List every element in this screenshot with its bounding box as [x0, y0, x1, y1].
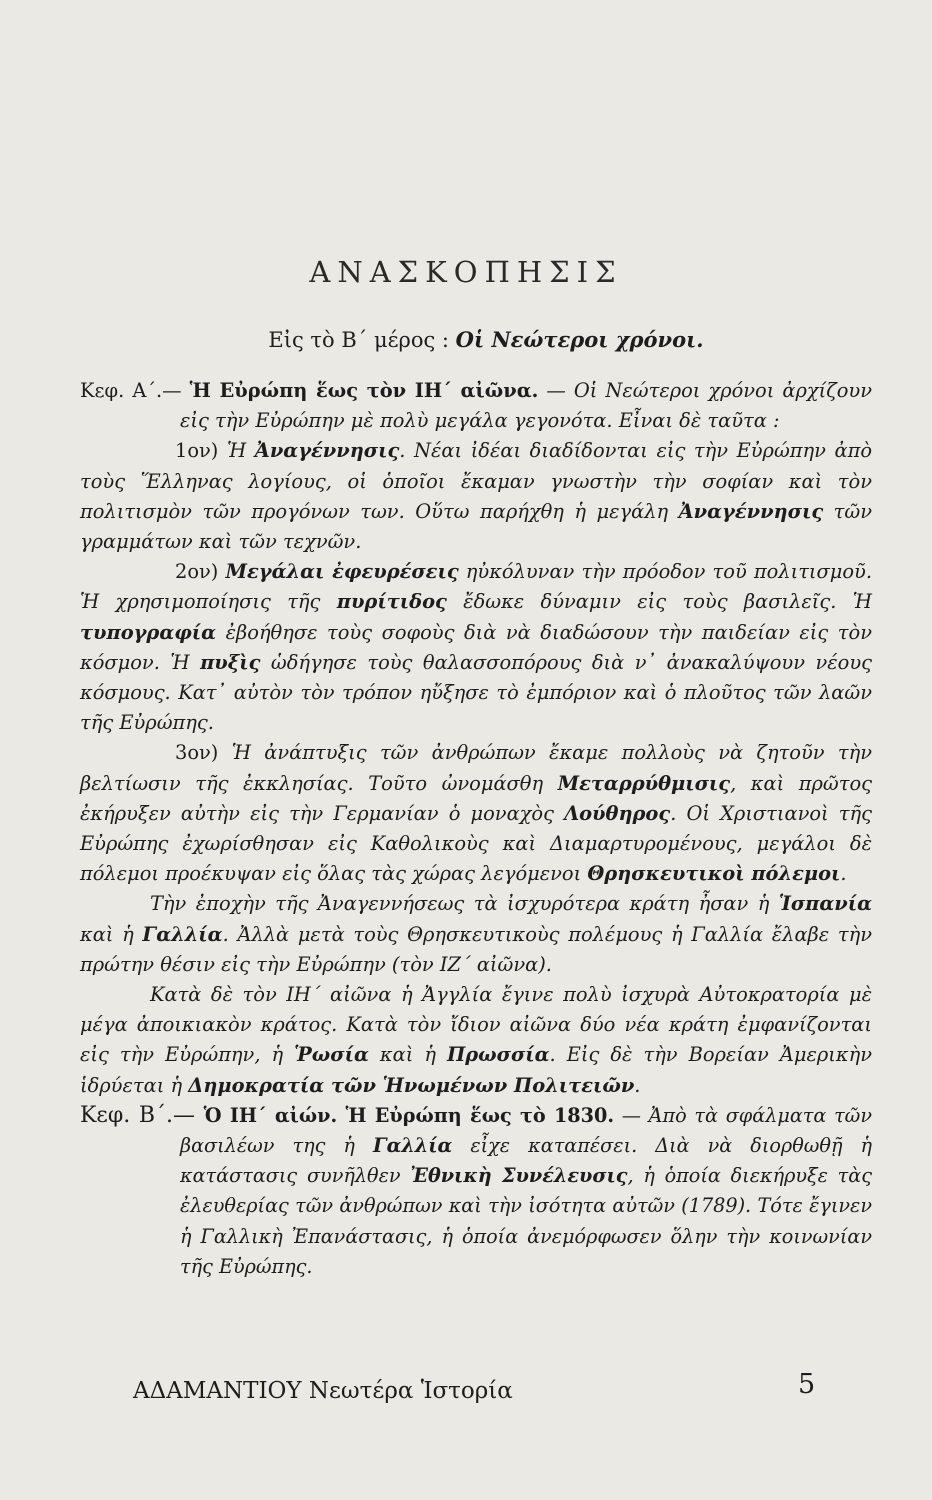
text: , καὶ πρῶτος ἐκήρυξεν αὐτὴν εἰς τὴν Γερμανίαν ὁ μοναχὸς — [80, 771, 872, 825]
bold-term: Ἱσπανία — [778, 892, 872, 916]
chapter-b-heading-2: Ἡ Εὐρώπη ἕως τὸ 1830. — [337, 1103, 615, 1127]
text: , ἡ ὁποία διεκήρυξε τὰς ἐλευθερίας τῶν ἀνθρώπων καὶ τὴν ἰσότητα αὐτῶν (1789). Τότε ἔγινεν ἡ — [180, 1164, 872, 1248]
text: . Εἰς δὲ τὴν Βορείαν Ἀμερικὴν ἱδρύεται ἡ — [80, 1043, 872, 1097]
text: . Ἀλλὰ μετὰ τοὺς Θρησκευτικοὺς πολέμους ἡ Γαλλία ἔλαβε τὴν πρώτην θέσιν εἰς τὴν Εὐρώπην (τὸν ΙΖ΄ αἰῶνα). — [80, 922, 873, 976]
chapter-a-heading: Ἡ Εὐρώπη ἕως τὸν ΙΗ΄ αἰῶνα. — [189, 379, 539, 402]
text: Ἡ ἀνάπτυξις τῶν ἀνθρώπων ἔκαμε πολλοὺς νὰ ζητοῦν τὴν βελτίωσιν τῆς ἐκκλησίας. Τοῦτο ὠνομάσθη — [80, 741, 872, 795]
bold-term: Πρωσσία — [446, 1043, 550, 1067]
chapter-a-intro — [80, 376, 872, 436]
chapter-a-intro-text: — Οἱ Νεώτεροι χρόνοι ἀρχίζουν εἰς τὴν Εὐρώπην μὲ πολὺ μεγάλα γεγονότα. Εἶναι δὲ ταῦτα : — [180, 379, 872, 433]
text: Τὴν ἐποχὴν τῆς Ἀναγεννήσεως τὰ ἰσχυρότερα κράτη ἦσαν ἡ — [150, 892, 779, 916]
text: ἐβοήθησε τοὺς σοφοὺς διὰ νὰ διαδώσουν τὴν παιδείαν εἰς τὸν κόσμον. Ἡ — [80, 620, 872, 674]
bold-term: Ῥωσία — [294, 1043, 369, 1067]
subtitle-prefix: Εἰς τὸ Β΄ μέρος : — [268, 328, 456, 352]
paragraph-inventions — [80, 557, 872, 738]
text: — Ἀπὸ τὰ σφάλματα τῶν βασιλέων της ἡ — [180, 1103, 872, 1158]
bold-term: Μεγάλαι ἐφευρέσεις — [225, 560, 459, 584]
text: ὡδήγησε τοὺς θαλασσοπόρους διὰ ν᾿ ἀνακαλύψουν νέους κόσμους. Κατ᾿ αὐτὸν τὸν τρόπον ηὔξησε τὸ ἐμπόριον καὶ ὁ πλοῦτος τῶν λαῶν τῆς Εὐρώπης. — [80, 650, 873, 735]
bold-term: τυπογραφία — [80, 620, 217, 644]
text: . — [840, 862, 847, 886]
text: . — [634, 1073, 641, 1097]
subtitle — [0, 327, 932, 352]
text: καὶ ἡ — [80, 922, 143, 946]
bold-term: πυρίτιδος — [336, 590, 447, 614]
chapter-b-intro — [80, 1101, 872, 1282]
bold-term: Γαλλία — [372, 1134, 453, 1158]
item-number: 3ον) — [175, 741, 232, 765]
page-title: ΑΝΑΣΚΟΠΗΣΙΣ — [309, 255, 623, 289]
text: ἔδωκε δύναμιν εἰς τοὺς βασιλεῖς. Ἡ — [446, 590, 872, 614]
text: Κατὰ δὲ τὸν ΙΗ΄ αἰῶνα ἡ Ἀγγλία ἔγινε πολὺ ἰσχυρὰ Αὐτοκρατορία μὲ μέγα ἀποικιακὸν κράτος. Κατὰ τὸν ἴδιον αἰῶνα δύο νέα κράτη ἐμφανίζονται εἰς τὴν Εὐρώπην, ἡ — [80, 983, 872, 1067]
bold-term: Δημοκρατία τῶν Ἡνωμένων Πολιτειῶν — [188, 1073, 635, 1097]
bold-term: Ἀναγέννησις — [254, 439, 400, 463]
bold-term: Μεταρρύθμισις — [557, 771, 731, 795]
text: Ἡ — [226, 439, 255, 463]
text: εἶχε καταπέσει. Διὰ νὰ διορθωθῇ ἡ κατάστασις συνῆλθεν — [180, 1134, 873, 1188]
chapter-a-label: Κεφ. Α΄.— — [80, 379, 190, 402]
text-term: Γαλλικὴ Ἐπανάστασις — [200, 1224, 427, 1248]
item-number: 1ον) — [175, 439, 227, 463]
page-number: 5 — [798, 1369, 816, 1400]
text: . Οἱ Χριστιανοὶ τῆς Εὐρώπης ἐχωρίσθησαν εἰς Καθολικοὺς καὶ Διαμαρτυρομένους, μεγάλοι δὲ πόλεμοι προέκυψαν εἰς ὅλας τὰς χώρας λεγόμενοι — [80, 801, 872, 886]
bold-term: Ἀναγέννησις — [678, 499, 824, 523]
item-number: 2ον) — [175, 560, 226, 584]
paragraph-spain-france — [80, 889, 872, 980]
running-footer: ΑΔΑΜΑΝΤΙΟΥ Νεωτέρα Ἱστορία — [133, 1378, 513, 1404]
bold-term: Ἐθνικὴ Συνέλευσις — [410, 1164, 628, 1188]
paragraph-eighteenth-century — [80, 980, 872, 1101]
chapter-b-label: Κεφ. Β΄.— — [80, 1102, 204, 1128]
bold-term: Θρησκευτικοὶ πόλεμοι — [587, 862, 841, 886]
chapter-b-heading: Ὁ ΙΗ΄ αἰών. — [203, 1103, 338, 1127]
text: καὶ ἡ — [368, 1043, 447, 1067]
bold-term: Γαλλία — [142, 922, 223, 946]
bold-term: Λούθηρος — [564, 801, 671, 825]
paragraph-renaissance — [80, 436, 872, 557]
body-text — [80, 376, 872, 1282]
text: . Νέαι ἰδέαι διαδίδονται εἰς τὴν Εὐρώπην ἀπὸ τοὺς Ἕλληνας λογίους, οἱ ὁποῖοι ἔκαμαν γνωστὴν τὴν σοφίαν καὶ τὸν πολιτισμὸν τῶν προγόνων των. Οὕτω παρήχθη ἡ μεγάλη — [80, 439, 872, 523]
bold-term: πυξὶς — [200, 650, 261, 674]
text: ηὐκόλυναν τὴν πρόοδον τοῦ πολιτισμοῦ. Ἡ χρησιμοποίησις τῆς — [80, 560, 872, 614]
subtitle-emphasis: Οἱ Νεώτεροι χρόνοι. — [455, 327, 704, 352]
text: τῶν γραμμάτων καὶ τῶν τεχνῶν. — [80, 499, 872, 554]
text: , ἡ ὁποία ἀνεμόρφωσεν ὅλην τὴν κοινωνίαν τῆς Εὐρώπης. — [180, 1224, 872, 1278]
paragraph-reformation — [80, 738, 872, 889]
